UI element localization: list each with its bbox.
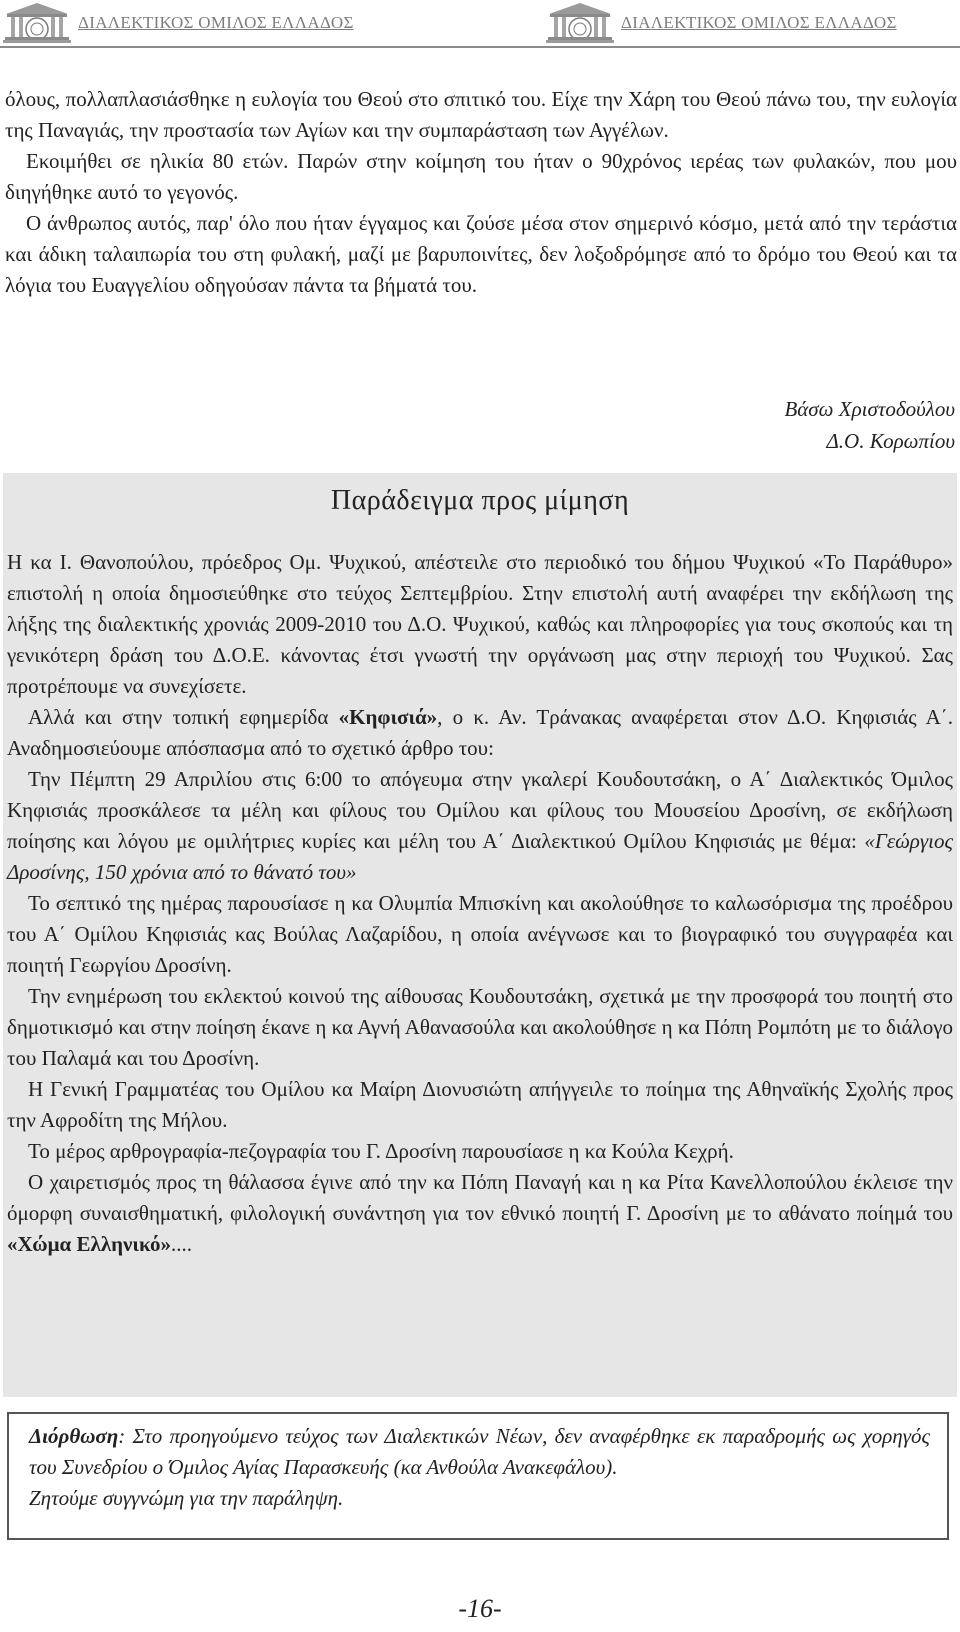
correction-box	[7, 1412, 949, 1540]
page-number: -16-	[458, 1594, 502, 1623]
correction-label: Διόρθωση	[29, 1424, 119, 1448]
paragraph	[7, 1167, 953, 1260]
text-run: Την Πέμπτη 29 Απριλίου στις 6:00 το απόγευμα στην γκαλερί Κουδουτσάκη, ο Α΄ Διαλεκτικός Όμιλος Κηφισιάς προσκάλεσε τα μέλη και φίλους του Ομίλου και φίλους του Μουσείου Δροσίνη, σε εκδήλωση ποίησης και λόγου με ομιλήτριες κυρίες και μέλη του Α΄ Διαλεκτικού Ομίλου Κηφισιάς με θέμα:	[7, 767, 953, 853]
paragraph: Την ενημέρωση του εκλεκτού κοινού της αίθουσας Κουδουτσάκη, σχετικά με την προσφορά του ποιητή στο δημοτικισμό και στην ποίηση έκανε η κα Αγνή Αθανασούλα και ακολούθησε η κα Πόπη Ρομπότη με το διάλογο του Παλαμά και του Δροσίνη.	[7, 984, 953, 1070]
box-title: Παράδειγμα προς μίμηση	[330, 485, 630, 516]
paragraph: Ο άνθρωπος αυτός, παρ' όλο που ήταν έγγαμος και ζούσε μέσα στον σημερινό κόσμο, μετά από την τεράστια και άδικη ταλαιπωρία του στη φυλακή, μαζί με βαρυποινίτες, δεν λοξοδρόμησε από το δρόμο του Θεού και τα λόγια του Ευαγγελίου οδηγούσαν πάντα τα βήματά του.	[5, 211, 957, 297]
poem-title: «Χώμα Ελληνικό»	[7, 1232, 172, 1256]
text-run: ....	[171, 1232, 193, 1256]
paragraph: Το μέρος αρθρογραφία-πεζογραφία του Γ. Δροσίνη παρουσίασε η κα Κούλα Κεχρή.	[28, 1139, 734, 1163]
text-run: , ο κ. Αν. Τράνακας αναφέρεται στον Δ.Ο. Κηφισιάς Α΄. Αναδημοσιεύουμε απόσπασμα από το σχετικό άρθρο του:	[7, 705, 953, 760]
temple-logo-icon	[545, 2, 615, 44]
paragraph: Η Γενική Γραμματέας του Ομίλου κα Μαίρη Διονυσιώτη απήγγειλε το ποίημα της Αθηναϊκής Σχολής προς την Αφροδίτη της Μήλου.	[7, 1077, 953, 1132]
header-title-left: ΔΙΑΛΕΚΤΙΚΟΣ ΟΜΙΛΟΣ ΕΛΛΑΔΟΣ	[78, 13, 354, 32]
apology-text: Ζητούμε συγγνώμη για την παράληψη.	[29, 1486, 344, 1510]
newspaper-name: «Κηφισιά»	[338, 705, 438, 729]
paragraph: Το σεπτικό της ημέρας παρουσίασε η κα Ολυμπία Μπισκίνη και ακολούθησε το καλωσόρισμα της προέδρου του Α΄ Ομίλου Κηφισιάς κας Βούλας Λαζαρίδου, η οποία ανέγνωσε και το βιογραφικό του συγγραφέα και ποιητή Γεωργίου Δροσίνη.	[7, 891, 953, 977]
signature-name: Βάσω Χριστοδούλου	[784, 397, 955, 421]
header-title-right: ΔΙΑΛΕΚΤΙΚΟΣ ΟΜΙΛΟΣ ΕΛΛΑΔΟΣ	[621, 13, 897, 32]
paragraph: Εκοιμήθει σε ηλικία 80 ετών. Παρών στην κοίμηση του ήταν ο 90χρόνος ιερέας των φυλακών, που μου διηγήθηκε αυτό το γεγονός.	[5, 149, 957, 204]
text-run: Αλλά και στην τοπική εφημερίδα	[28, 705, 339, 729]
paragraph	[7, 702, 953, 764]
header-right	[545, 2, 897, 44]
paragraph	[7, 764, 953, 888]
text-run: : Στο προηγούμενο τεύχος των Διαλεκτικών Νέων, δεν αναφέρθηκε εκ παραδρομής ως χορηγός του Συνεδρίου ο Όμιλος Αγίας Παρασκευής (κα Ανθούλα Ανακεφάλου).	[29, 1424, 930, 1479]
header-left	[2, 2, 354, 44]
event-title: «Γεώργιος Δροσίνης, 150 χρόνια από το θάνατό του»	[7, 829, 953, 884]
article-continuation	[5, 84, 957, 301]
paragraph: Η κα Ι. Θανοπούλου, πρόεδρος Ομ. Ψυχικού, απέστειλε στο περιοδικό του δήμου Ψυχικού «Το Παράθυρο» επιστολή η οποία δημοσιεύθηκε στο τεύχος Σεπτεμβρίου. Στην επιστολή αυτή αναφέρει την εκδήλωση της λήξης της διαλεκτικής χρονιάς 2009-2010 του Δ.Ο. Ψυχικού, καθώς και πληροφορίες για τους σκοπούς και τη γενικότερη δράση του Δ.Ο.Ε. κάνοντας έτσι γνωστή την οργάνωση μας στην περιοχή του Ψυχικού. Σας προτρέπουμε να συνεχίσετε.	[7, 550, 953, 698]
paragraph: όλους, πολλαπλασιάσθηκε η ευλογία του Θεού στο σπιτικό του. Είχε την Χάρη του Θεού πάνω του, την ευλογία της Παναγιάς, την προστασία των Αγίων και την συμπαράσταση των Αγγέλων.	[5, 87, 957, 142]
correction-text	[29, 1421, 930, 1483]
box-body	[7, 547, 953, 1260]
page-header	[0, 0, 960, 48]
temple-logo-icon	[2, 2, 72, 44]
signature-org: Δ.Ο. Κορωπίου	[826, 429, 955, 453]
text-run: Ο χαιρετισμός προς τη θάλασσα έγινε από την κα Πόπη Παναγή και η κα Ρίτα Κανελλοπούλου έκλεισε την όμορφη συναισθηματική, φιλολογική συνάντηση για τον εθνικό ποιητή Γ. Δροσίνη με το αθάνατο ποίημά του	[7, 1170, 953, 1225]
